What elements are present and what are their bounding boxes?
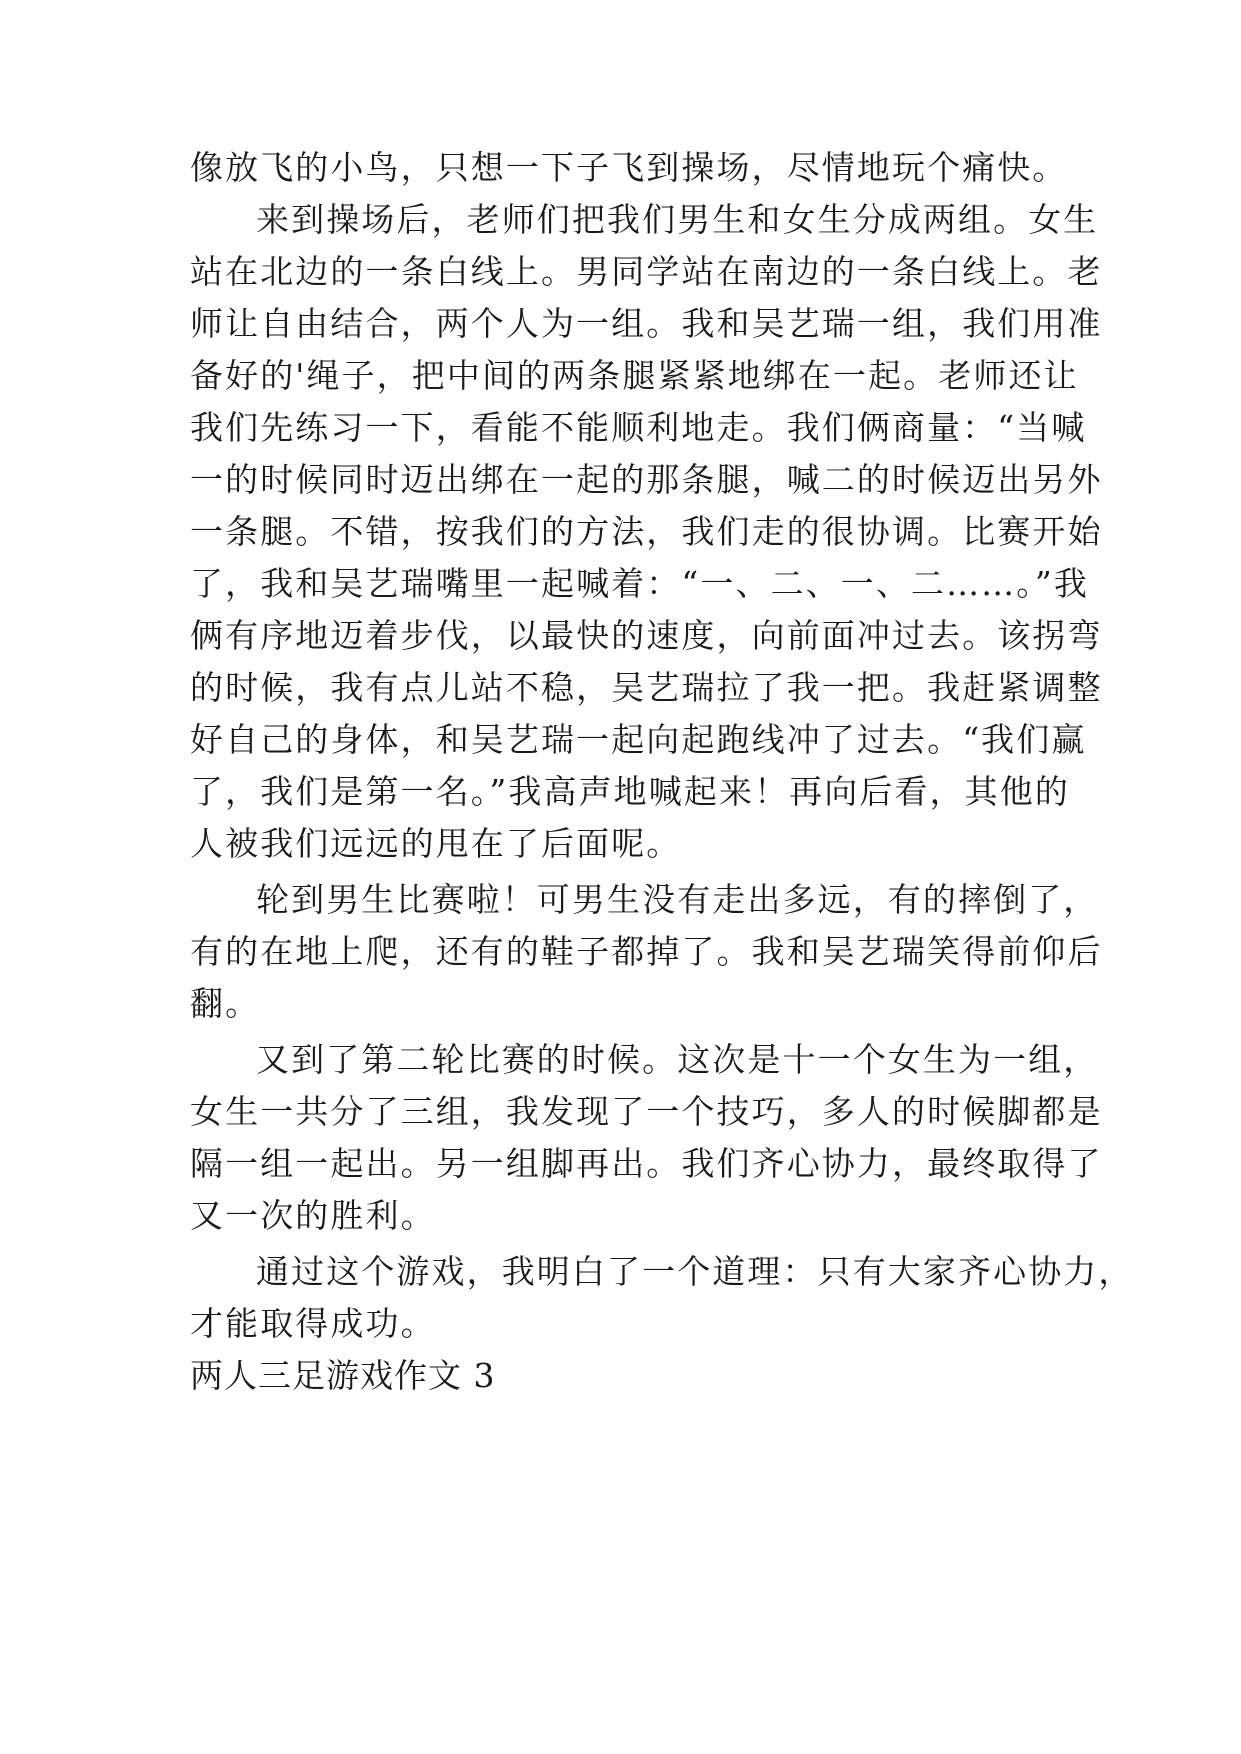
text-line: 有的在地上爬，还有的鞋子都掉了。我和吴艺瑞笑得前仰后 — [190, 932, 1103, 971]
text-line: 才能取得成功。 — [190, 1304, 436, 1343]
paragraph-start-line: 又到了第二轮比赛的时候。这次是十一个女生为一组， — [256, 1040, 1099, 1079]
text-line: 又一次的胜利。 — [190, 1196, 436, 1235]
text-line: 站在北边的一条白线上。男同学站在南边的一条白线上。老 — [190, 252, 1103, 291]
paragraph-start-line: 通过这个游戏，我明白了一个道理：只有大家齐心协力， — [256, 1252, 1134, 1291]
text-line: 翻。 — [190, 984, 261, 1023]
text-line: 像放飞的小鸟，只想一下子飞到操场，尽情地玩个痛快。 — [190, 148, 1068, 187]
text-line: 我们先练习一下，看能不能顺利地走。我们俩商量：“当喊 — [190, 408, 1087, 447]
text-line: 一条腿。不错，按我们的方法，我们走的很协调。比赛开始 — [190, 512, 1103, 551]
text-line: 一的时候同时迈出绑在一起的那条腿，喊二的时候迈出另外 — [190, 460, 1103, 499]
text-line: 人被我们远远的甩在了后面呢。 — [190, 824, 682, 863]
text-line: 了，我们是第一名。”我高声地喊起来！再向后看，其他的 — [190, 772, 1070, 811]
paragraph-start-line: 轮到男生比赛啦！可男生没有走出多远，有的摔倒了， — [256, 880, 1099, 919]
section-heading: 两人三足游戏作文 3 — [190, 1356, 496, 1395]
text-line: 师让自由结合，两个人为一组。我和吴艺瑞一组，我们用准 — [190, 304, 1103, 343]
text-line: 备好的'绳子，把中间的两条腿紧紧地绑在一起。老师还让 — [190, 356, 1079, 395]
text-line: 女生一共分了三组，我发现了一个技巧，多人的时候脚都是 — [190, 1092, 1103, 1131]
text-line: 俩有序地迈着步伐，以最快的速度，向前面冲过去。该拐弯 — [190, 616, 1103, 655]
text-line: 的时候，我有点儿站不稳，吴艺瑞拉了我一把。我赶紧调整 — [190, 668, 1103, 707]
text-line: 好自己的身体，和吴艺瑞一起向起跑线冲了过去。“我们赢 — [190, 720, 1087, 759]
text-line: 了，我和吴艺瑞嘴里一起喊着：“一、二、一、二……。”我 — [190, 564, 1089, 603]
paragraph-start-line: 来到操场后，老师们把我们男生和女生分成两组。女生 — [256, 200, 1099, 239]
text-line: 隔一组一起出。另一组脚再出。我们齐心协力，最终取得了 — [190, 1144, 1103, 1183]
